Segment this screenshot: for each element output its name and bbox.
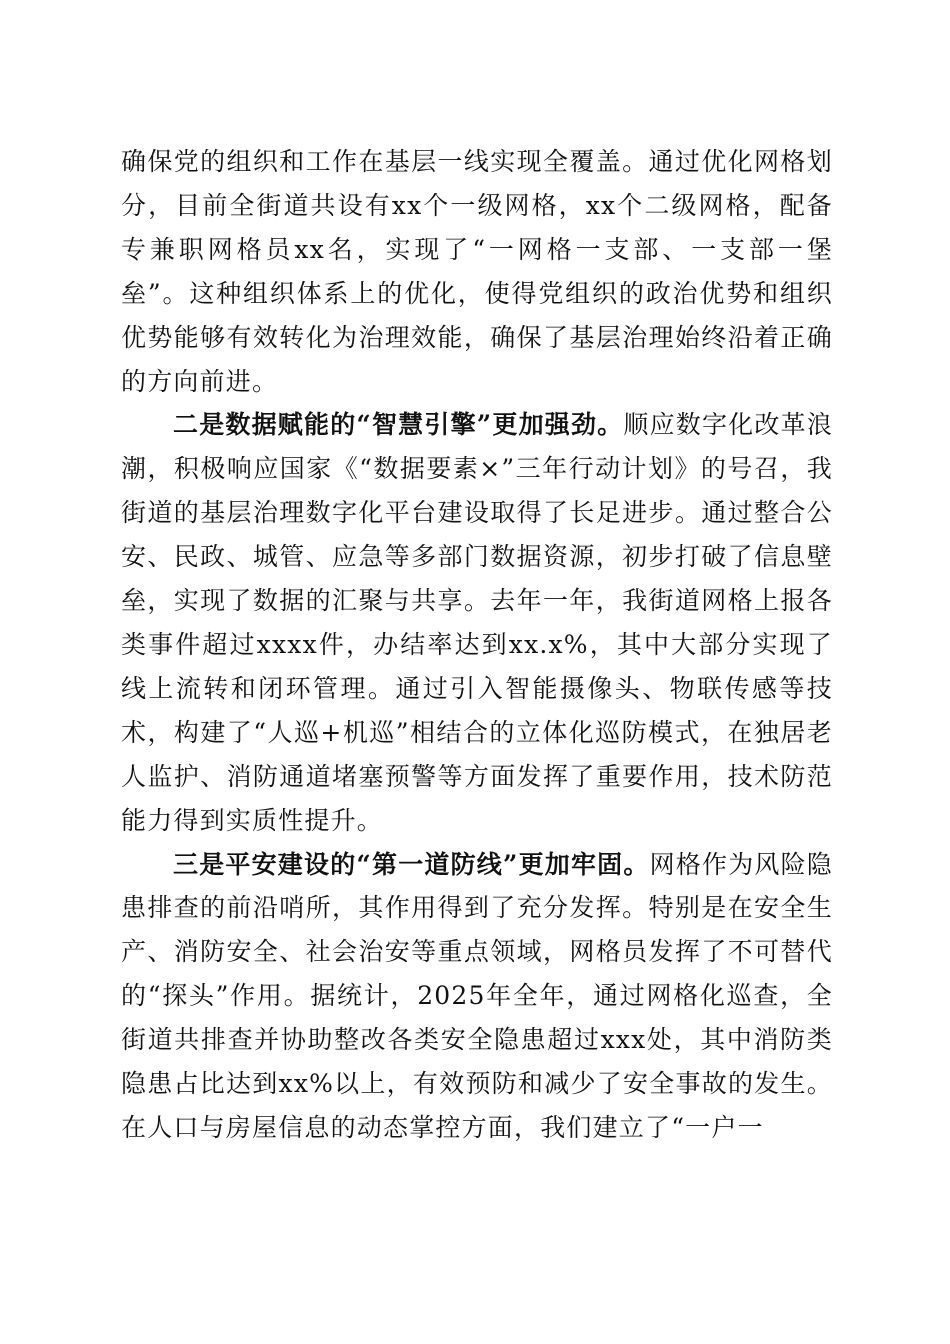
paragraph-heading: 三是平安建设的“第一道防线”更加牢固。 <box>173 849 650 879</box>
document-body <box>121 140 833 1150</box>
paragraph-body: 网格作为风险隐患排查的前沿哨所，其作用得到了充分发挥。特别是在安全生产、消防安全、社会治安等重点领域，网格员发挥了不可替代的“探头”作用。据统计，2025年全年，通过网格化巡查，全街道共排查并协助整改各类安全隐患超过xxx处，其中消防类隐患占比达到xx%以上，有效预防和减少了安全事故的发生。在人口与房屋信息的动态掌控方面，我们建立了“一户一 <box>121 849 834 1142</box>
paragraph-safety-defense <box>121 843 833 1150</box>
paragraph-organization-coverage <box>121 140 833 403</box>
paragraph-body: 顺应数字化改革浪潮，积极响应国家《“数据要素×”三年行动计划》的号召，我街道的基层治理数字化平台建设取得了长足进步。通过整合公安、民政、城管、应急等多部门数据资源，初步打破了信息壁垒，实现了数据的汇聚与共享。去年一年，我街道网格上报各类事件超过xxxx件，办结率达到xx.x%，其中大部分实现了线上流转和闭环管理。通过引入智能摄像头、物联传感等技术，构建了“人巡+机巡”相结合的立体化巡防模式，在独居老人监护、消防通道堵塞预警等方面发挥了重要作用，技术防范能力得到实质性提升。 <box>121 410 833 835</box>
paragraph-data-empowerment <box>121 403 833 842</box>
paragraph-heading: 二是数据赋能的“智慧引擎”更加强劲。 <box>173 410 624 440</box>
paragraph-body: 确保党的组织和工作在基层一线实现全覆盖。通过优化网格划分，目前全街道共设有xx个一级网格，xx个二级网格，配备专兼职网格员xx名，实现了“一网格一支部、一支部一堡垒”。这种组织体系上的优化，使得党组织的政治优势和组织优势能够有效转化为治理效能，确保了基层治理始终沿着正确的方向前进。 <box>121 147 833 396</box>
